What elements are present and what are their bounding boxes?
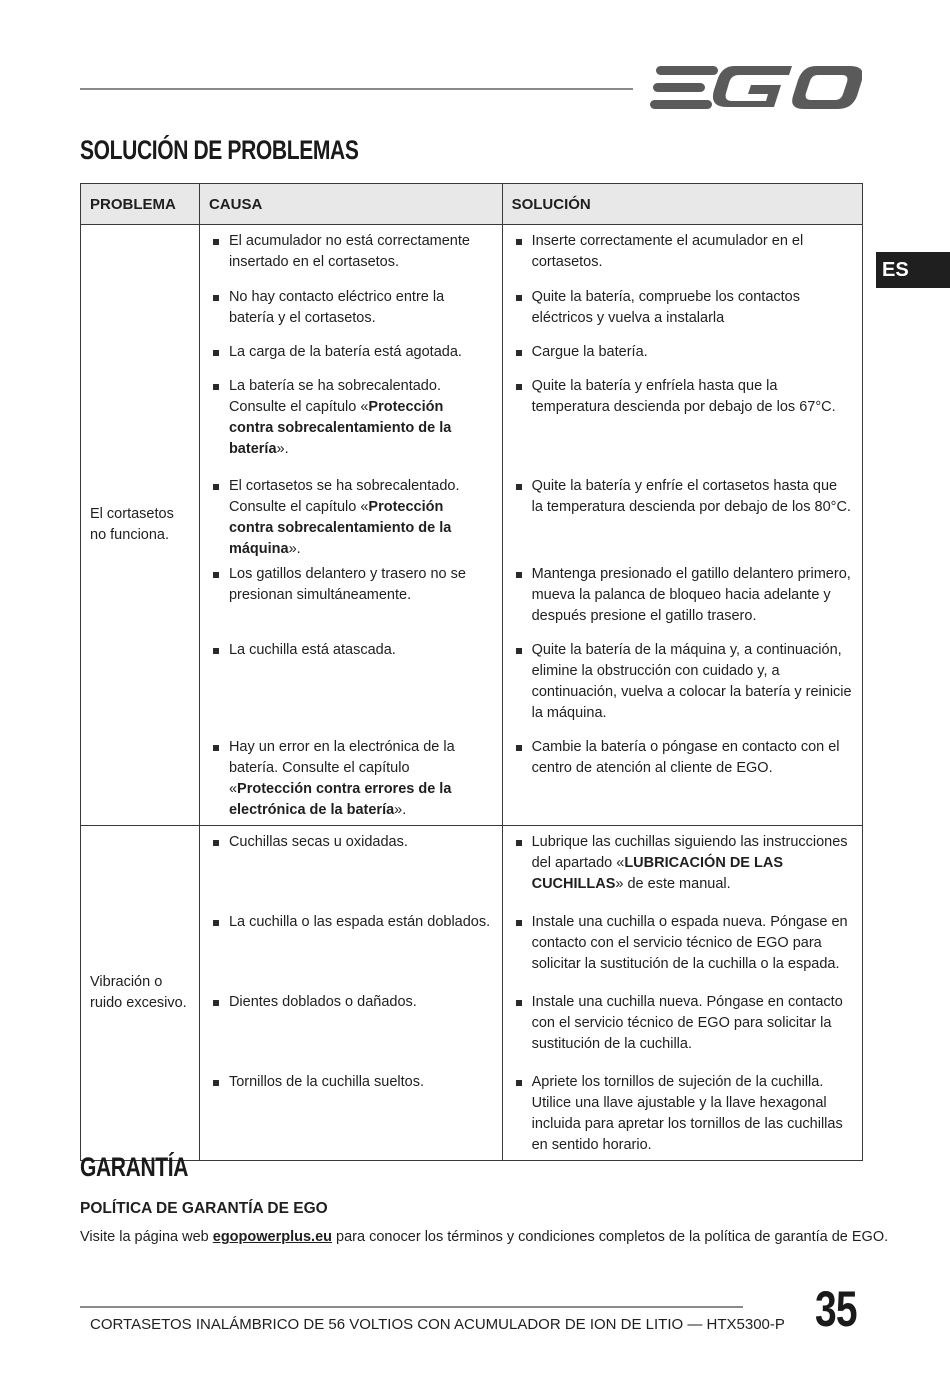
- cause-item: [210, 640, 492, 724]
- cause-item: [210, 342, 492, 363]
- bullet-icon: [213, 745, 219, 751]
- solution-cell: [502, 826, 862, 1161]
- cause-text: ».: [394, 802, 407, 818]
- solution-item: [513, 737, 852, 821]
- cause-text: Los gatillos delantero y trasero no se presionan simultáneamente.: [228, 566, 466, 603]
- cause-item: [210, 287, 492, 329]
- solution-item: [513, 287, 852, 329]
- cause-item: [210, 564, 492, 627]
- cause-text: Protección contra errores de la electrónica de la batería: [228, 781, 452, 818]
- bullet-icon: [213, 1080, 219, 1086]
- problem-cell: Vibración o ruido excesivo.: [81, 826, 200, 1161]
- bullet-icon: [516, 572, 522, 578]
- solution-item: [513, 1072, 852, 1156]
- cause-text: El acumulador no está correctamente insertado en el cortasetos.: [228, 233, 470, 270]
- solution-item: [513, 640, 852, 724]
- bullet-icon: [213, 1000, 219, 1006]
- cause-text: La cuchilla o las espada están doblados.: [228, 914, 491, 930]
- solution-text: Quite la batería y enfríela hasta que la temperatura descienda por debajo de los 67°C.: [531, 378, 836, 415]
- solution-item: [513, 342, 852, 363]
- cause-text: ».: [276, 441, 289, 457]
- cause-item: [210, 992, 492, 1055]
- cause-item: [210, 476, 492, 560]
- cause-text: La carga de la batería está agotada.: [228, 344, 462, 360]
- cause-item: [210, 231, 492, 273]
- solution-item: [513, 476, 852, 560]
- language-tab: ES: [876, 252, 950, 288]
- cause-item: [210, 832, 492, 895]
- solution-text: Mantenga presionado el gatillo delantero primero, mueva la palanca de bloqueo hacia adelante y después presione el gatillo trasero.: [531, 566, 851, 624]
- cause-item: [210, 1072, 492, 1156]
- cause-item: [210, 912, 492, 975]
- solution-text: Cambie la batería o póngase en contacto con el centro de atención al cliente de EGO.: [531, 739, 840, 776]
- solution-text: » de este manual.: [615, 876, 731, 892]
- solution-item: [513, 376, 852, 460]
- solution-item: [513, 992, 852, 1055]
- solution-text: Lubrique las cuchillas siguiendo las instrucciones del apartado «: [531, 834, 848, 871]
- bullet-icon: [516, 350, 522, 356]
- cause-text: Protección contra sobrecalentamiento de la batería: [228, 399, 452, 457]
- bullet-icon: [213, 840, 219, 846]
- bullet-icon: [516, 295, 522, 301]
- header-problem: PROBLEMA: [81, 184, 200, 225]
- cause-text: El cortasetos se ha sobrecalentado. Consulte el capítulo «: [228, 478, 460, 515]
- bullet-icon: [213, 384, 219, 390]
- cause-text: Protección contra sobrecalentamiento de la máquina: [228, 499, 452, 557]
- bullet-icon: [213, 295, 219, 301]
- bullet-icon: [516, 1000, 522, 1006]
- header-cause: CAUSA: [199, 184, 502, 225]
- bullet-icon: [516, 384, 522, 390]
- bullet-icon: [516, 745, 522, 751]
- warranty-text: [80, 1229, 888, 1245]
- bullet-icon: [213, 239, 219, 245]
- cause-item: [210, 376, 492, 460]
- ego-logo: [650, 62, 862, 114]
- table-header-row: [81, 184, 863, 225]
- warranty-text-before: Visite la página web: [80, 1229, 213, 1245]
- cause-text: Cuchillas secas u oxidadas.: [228, 834, 408, 850]
- solution-cell: [502, 225, 862, 826]
- cause-text: No hay contacto eléctrico entre la batería y el cortasetos.: [228, 289, 445, 326]
- solution-text: LUBRICACIÓN DE LAS CUCHILLAS: [531, 855, 784, 892]
- table-row: [81, 225, 863, 826]
- solution-text: Cargue la batería.: [531, 344, 648, 360]
- bullet-icon: [213, 350, 219, 356]
- cause-text: ».: [288, 541, 301, 557]
- footer-text: CORTASETOS INALÁMBRICO DE 56 VOLTIOS CON ACUMULADOR DE ION DE LITIO — HTX5300-P: [90, 1316, 785, 1333]
- page-title: SOLUCIÓN DE PROBLEMAS: [80, 135, 359, 165]
- problem-cell: El cortasetos no funciona.: [81, 225, 200, 826]
- cause-cell: [199, 225, 502, 826]
- header-rule: [80, 88, 633, 90]
- solution-text: Quite la batería y enfríe el cortasetos hasta que la temperatura descienda por debajo de los 80°C.: [531, 478, 851, 515]
- bullet-icon: [516, 648, 522, 654]
- solution-item: [513, 912, 852, 975]
- bullet-icon: [213, 484, 219, 490]
- bullet-icon: [516, 840, 522, 846]
- warranty-title: GARANTÍA: [80, 1152, 189, 1182]
- bullet-icon: [213, 920, 219, 926]
- cause-item: [210, 737, 492, 821]
- page-number: 35: [815, 1281, 857, 1337]
- solution-item: [513, 564, 852, 627]
- solution-text: Instale una cuchilla nueva. Póngase en contacto con el servicio técnico de EGO para solicitar la sustitución de la cuchilla.: [531, 994, 843, 1052]
- troubleshooting-table: [80, 183, 863, 1161]
- cause-text: Hay un error en la electrónica de la batería. Consulte el capítulo «: [228, 739, 455, 797]
- cause-text: Dientes doblados o dañados.: [228, 994, 417, 1010]
- bullet-icon: [516, 484, 522, 490]
- bullet-icon: [516, 239, 522, 245]
- cause-cell: [199, 826, 502, 1161]
- warranty-text-after: para conocer los términos y condiciones completos de la política de garantía de EGO.: [332, 1229, 889, 1245]
- bullet-icon: [516, 920, 522, 926]
- bullet-icon: [213, 572, 219, 578]
- solution-text: Apriete los tornillos de sujeción de la cuchilla. Utilice una llave ajustable y la llave hexagonal incluida para apretar los tornillos de las cuchillas en sentido horario.: [531, 1074, 843, 1153]
- header-solution: SOLUCIÓN: [502, 184, 862, 225]
- solution-item: [513, 832, 852, 895]
- footer-rule: [80, 1306, 743, 1308]
- warranty-subtitle: POLÍTICA DE GARANTÍA DE EGO: [80, 1200, 328, 1217]
- cause-text: La batería se ha sobrecalentado. Consulte el capítulo «: [228, 378, 441, 415]
- solution-text: Quite la batería, compruebe los contactos eléctricos y vuelva a instalarla: [531, 289, 800, 326]
- solution-text: Instale una cuchilla o espada nueva. Póngase en contacto con el servicio técnico de EGO para solicitar la sustitución de la cuchilla o la espada.: [531, 914, 848, 972]
- bullet-icon: [213, 648, 219, 654]
- warranty-link[interactable]: egopowerplus.eu: [212, 1229, 332, 1245]
- table-row: [81, 826, 863, 1161]
- cause-text: La cuchilla está atascada.: [228, 642, 396, 658]
- solution-text: Quite la batería de la máquina y, a continuación, elimine la obstrucción con cuidado y, a continuación, vuelva a colocar la batería y reinicie la máquina.: [531, 642, 852, 721]
- cause-text: Tornillos de la cuchilla sueltos.: [228, 1074, 424, 1090]
- solution-item: [513, 231, 852, 273]
- bullet-icon: [516, 1080, 522, 1086]
- solution-text: Inserte correctamente el acumulador en el cortasetos.: [531, 233, 804, 270]
